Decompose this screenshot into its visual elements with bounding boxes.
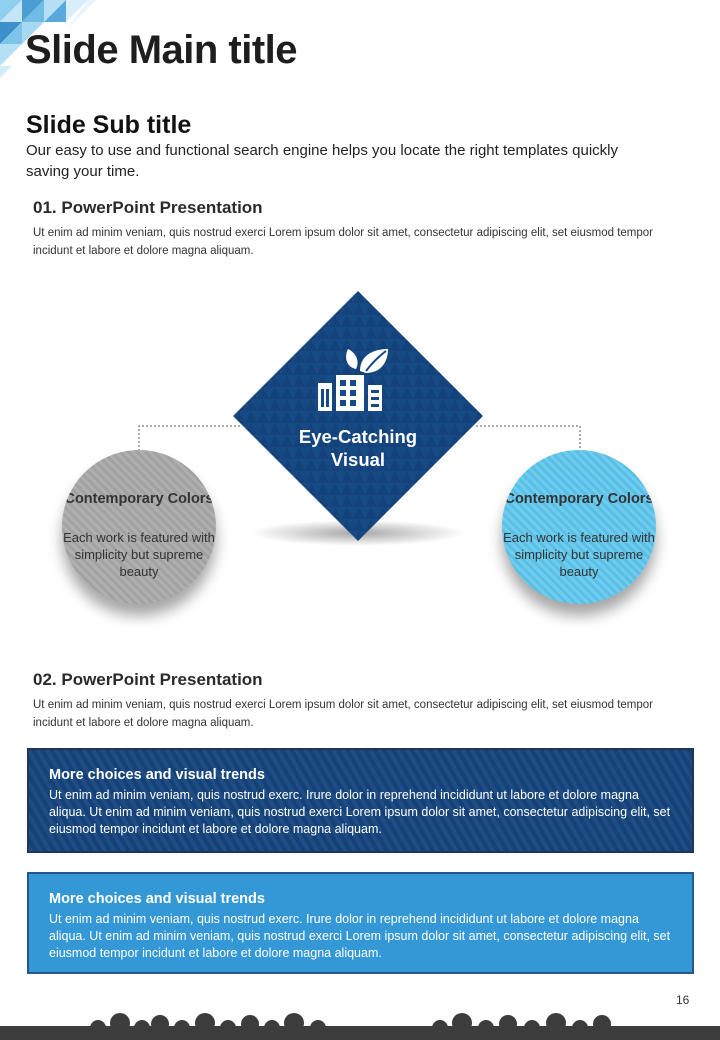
section-2-title: 02. PowerPoint Presentation: [33, 670, 263, 689]
left-circle-title: Contemporary Colors: [64, 491, 214, 507]
page-number: 16: [676, 993, 690, 1007]
page-subtitle: Slide Sub title: [26, 111, 192, 139]
info-box-dark: [27, 748, 694, 853]
info-box-dark-text: Ut enim ad minim veniam, quis nostrud exerc. Irure dolor in reprehend incididunt ut labore et dolore magna aliqua. Ut enim ad minim veniam, quis nostrud exerci Lorem ipsum dolor sit amet, consectetur adipiscing elit, set eiusmod tempor incidunt et labore et dolore magna aliquam.: [49, 788, 671, 836]
footer-bar: [0, 1026, 720, 1040]
subtitle-text: Our easy to use and functional search engine helps you locate the right templates quickly saving your time.: [26, 142, 619, 180]
section-1-title: 01. PowerPoint Presentation: [33, 198, 263, 217]
page-title: Slide Main title: [25, 28, 298, 72]
center-diamond: [233, 291, 483, 541]
section-2-text: Ut enim ad minim veniam, quis nostrud exerci Lorem ipsum dolor sit amet, consectetur adipiscing elit, set eiusmod tempor incidunt et labore et dolore magna aliquam.: [33, 699, 653, 729]
info-box-light-title: More choices and visual trends: [49, 891, 265, 907]
right-circle-title: Contemporary Colors: [504, 491, 654, 507]
right-circle-text: Each work is featured with simplicity but supreme beauty: [503, 530, 655, 579]
left-circle: [62, 450, 216, 604]
info-box-light: [27, 872, 694, 974]
info-box-light-text: Ut enim ad minim veniam, quis nostrud exerc. Irure dolor in reprehend incididunt ut labore et dolore magna aliqua. Ut enim ad minim veniam, quis nostrud exerci Lorem ipsum dolor sit amet, consectetur adipiscing elit, set eiusmod tempor incidunt et labore et dolore magna aliquam.: [49, 912, 671, 960]
left-circle-text: Each work is featured with simplicity but supreme beauty: [63, 530, 215, 579]
building-leaf-icon: [316, 345, 398, 413]
info-box-dark-title: More choices and visual trends: [49, 767, 265, 783]
right-circle: [502, 450, 656, 604]
section-1-text: Ut enim ad minim veniam, quis nostrud exerci Lorem ipsum dolor sit amet, consectetur adipiscing elit, set eiusmod tempor incidunt et labore et dolore magna aliquam.: [33, 227, 653, 257]
diamond-label: Eye-Catching Visual: [298, 426, 418, 470]
